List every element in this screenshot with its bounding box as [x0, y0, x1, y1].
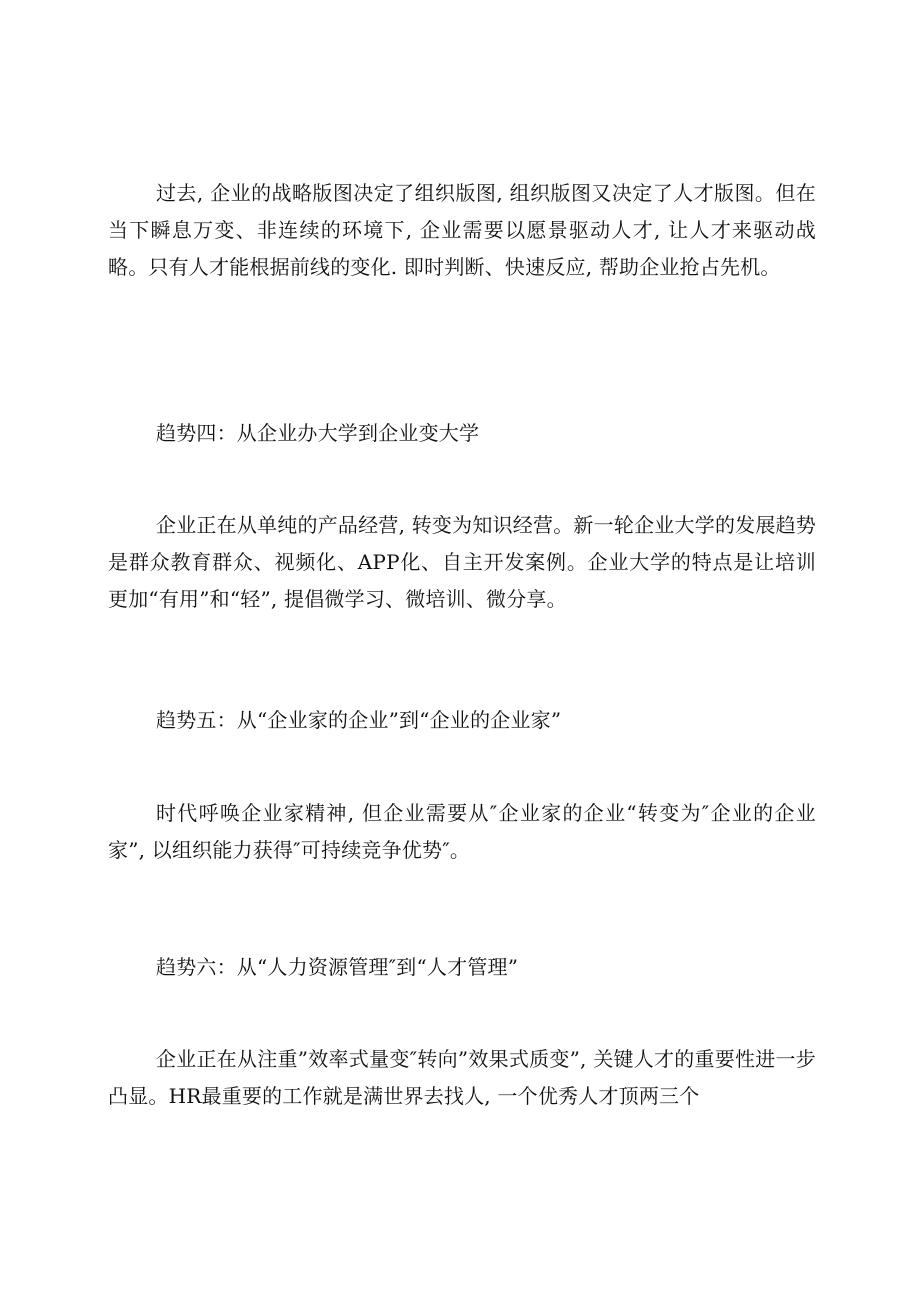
heading-trend-six: 趋势六：从“人力资源管理″到“人才管理”	[156, 955, 519, 979]
paragraph-corporate-university: 企业正在从单纯的产品经营, 转变为知识经营。新一轮企业大学的发展趋势是群众教育群众、视频化、APP化、自主开发案例。企业大学的特点是让培训更加“有用”和“轻”, 提倡微学习、微培训、微分享。	[108, 513, 816, 611]
paragraph-entrepreneurship: 时代呼唤企业家精神, 但企业需要从″企业家的企业“转变为″企业的企业家”, 以组织能力获得″可持续竞争优势″。	[108, 801, 816, 862]
paragraph-talent-strategy: 过去, 企业的战略版图决定了组织版图, 组织版图又决定了人才版图。但在当下瞬息万变、非连续的环境下, 企业需要以愿景驱动人才, 让人才来驱动战略。只有人才能根据前线的变化. 即时判断、快速反应, 帮助企业抢占先机。	[108, 181, 816, 279]
heading-trend-four: 趋势四：从企业办大学到企业变大学	[156, 421, 480, 445]
paragraph-talent-management: 企业正在从注重”效率式量变″转向”效果式质变”, 关键人才的重要性进一步凸显。HR最重要的工作就是满世界去找人, 一个优秀人才顶两三个	[108, 1047, 816, 1108]
heading-trend-five: 趋势五：从“企业家的企业”到“企业的企业家”	[156, 708, 562, 732]
